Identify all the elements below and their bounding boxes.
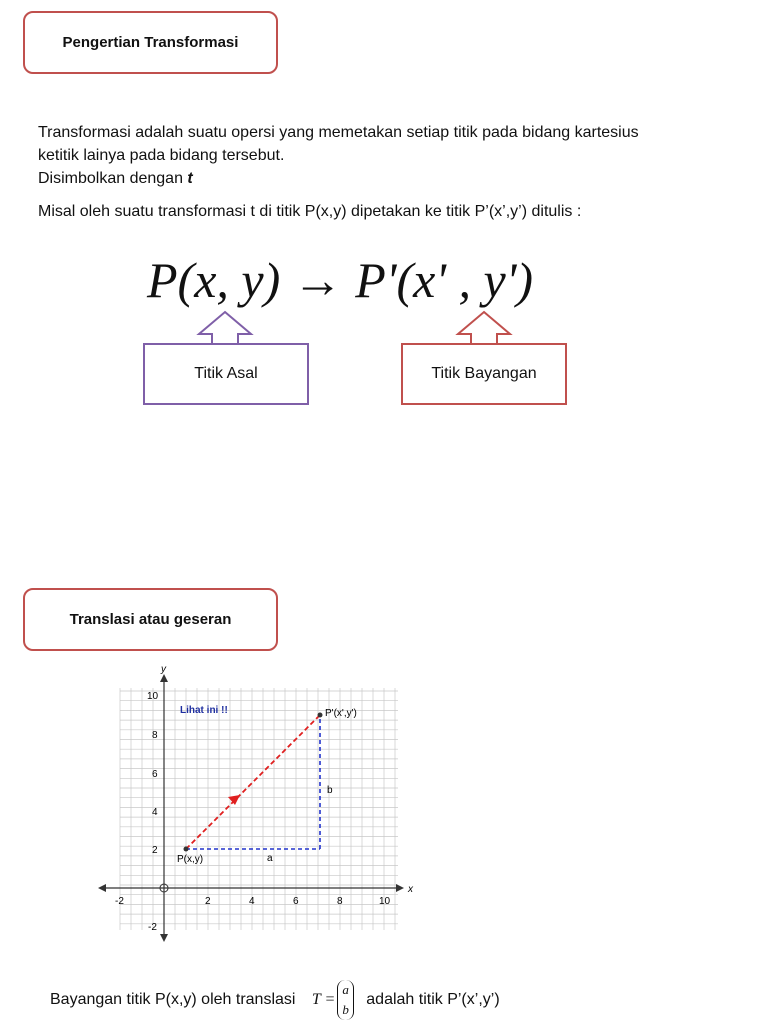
y-tick-label: 10: [147, 691, 159, 702]
y-axis: [160, 674, 168, 942]
x-tick-label: 10: [379, 896, 391, 907]
graph-note: Lihat ini !!: [180, 705, 228, 716]
x-tick-label: -2: [115, 896, 124, 907]
matrix-b: b: [342, 1002, 349, 1017]
example-line: Misal oleh suatu transformasi t di titik P(x,y) dipetakan ke titik P’(x’,y’) ditulis :: [38, 203, 582, 220]
vertical-shift-label: b: [327, 785, 333, 796]
label-titik-asal-text: Titik Asal: [194, 365, 258, 382]
definition-line-2: ketitik lainya pada bidang tersebut.: [38, 147, 285, 164]
y-tick-label: -2: [148, 922, 157, 933]
statement-prefix: Bayangan titik P(x,y) oleh translasi: [50, 991, 296, 1009]
formula-arrow: →: [292, 252, 343, 308]
graph-grid: [120, 688, 398, 930]
translation-vector-line: [186, 715, 320, 849]
matrix-bracket: [337, 980, 354, 1020]
x-tick-label: 8: [337, 896, 343, 907]
point-start-label: P(x,y): [177, 854, 204, 865]
translation-statement: [50, 980, 500, 1020]
formula-right: P'(x' , y'): [355, 252, 534, 308]
point-end-label: P'(x',y'): [325, 708, 357, 719]
symbol-t: t: [187, 170, 193, 187]
section-title-text: Pengertian Transformasi: [62, 34, 239, 51]
x-axis-label: x: [408, 884, 413, 895]
x-tick-label: 6: [293, 896, 299, 907]
horizontal-shift-label: a: [267, 853, 273, 864]
y-tick-label: 6: [152, 769, 158, 780]
matrix-label: T =: [311, 991, 336, 1008]
statement-suffix: adalah titik P’(x’,y’): [366, 991, 500, 1009]
point-start-marker: [184, 847, 189, 852]
y-axis-label: y: [161, 664, 166, 675]
symbol-prefix: Disimbolkan dengan: [38, 170, 188, 187]
x-tick-label: 2: [205, 896, 211, 907]
y-tick-label: 2: [152, 845, 158, 856]
point-end-marker: [318, 713, 323, 718]
formula-left: P(x, y): [147, 252, 281, 308]
y-tick-label: 4: [152, 807, 158, 818]
x-tick-label: 4: [249, 896, 255, 907]
matrix-a: a: [342, 982, 349, 997]
section-title-text-2: Translasi atau geseran: [69, 611, 232, 628]
translation-matrix: [312, 980, 354, 1020]
y-tick-label: 8: [152, 730, 158, 741]
definition-line-1: Transformasi adalah suatu opersi yang memetakan setiap titik pada bidang kartesius: [38, 124, 639, 141]
label-titik-bayangan-text: Titik Bayangan: [431, 365, 537, 382]
